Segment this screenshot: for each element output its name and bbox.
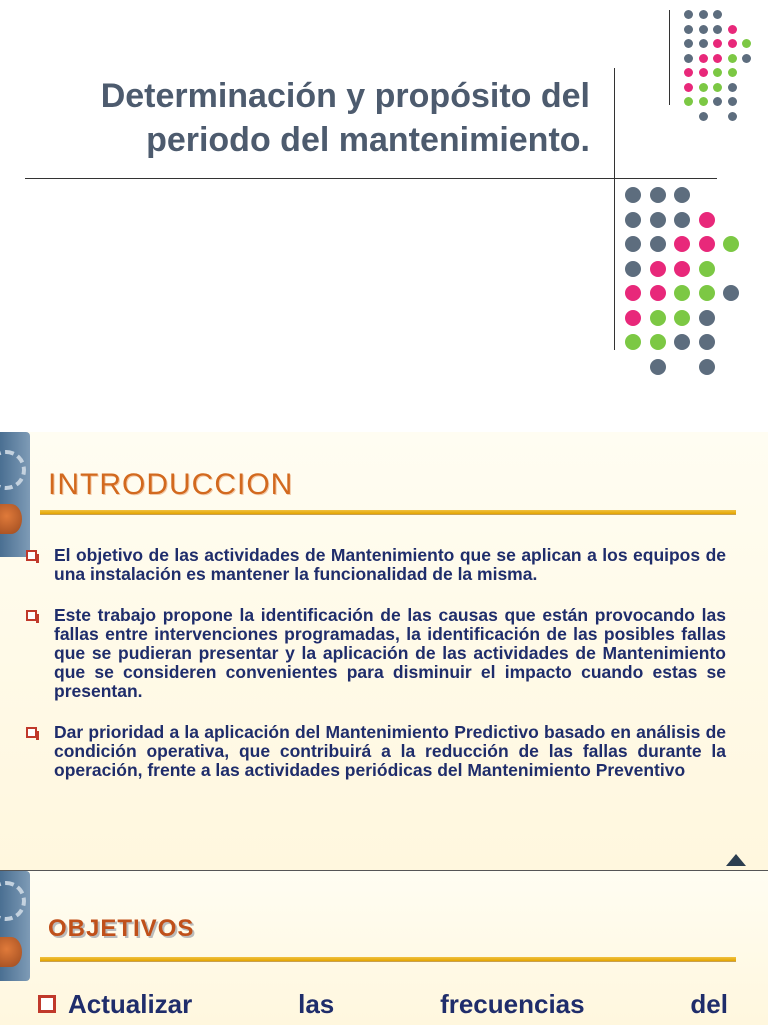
decorative-dot [625, 212, 641, 228]
list-item [38, 989, 728, 1019]
decorative-dot [699, 212, 715, 228]
logo-accent-icon [0, 937, 22, 967]
list-item [26, 723, 726, 780]
decorative-dot [699, 83, 708, 92]
gear-icon [0, 881, 26, 921]
decorative-dot [684, 97, 693, 106]
sidebar-logo [0, 432, 30, 557]
decorative-dot [625, 187, 641, 203]
bullet-text: El objetivo de las actividades de Mantenimiento que se aplican a los equipos de una instalación es mantener la funcionalidad de la misma. [54, 545, 726, 584]
decorative-dot [650, 187, 666, 203]
next-slide-arrow-icon[interactable] [726, 854, 746, 866]
decorative-dot [699, 10, 708, 19]
decorative-dot [728, 54, 737, 63]
decorative-dot [699, 236, 715, 252]
decorative-dot [650, 334, 666, 350]
decorative-dot [650, 285, 666, 301]
decorative-dot [699, 54, 708, 63]
decorative-dot [674, 212, 690, 228]
checkbox-bullet-icon [38, 995, 56, 1013]
title-slide [0, 0, 768, 360]
decorative-dot [713, 54, 722, 63]
decorative-dot [699, 261, 715, 277]
decorative-dot [742, 39, 751, 48]
vertical-divider-main [614, 68, 615, 350]
decorative-dot [728, 83, 737, 92]
decorative-dot [699, 39, 708, 48]
decorative-dot [713, 83, 722, 92]
objectives-slide [0, 870, 768, 1025]
decorative-dot [699, 112, 708, 121]
decorative-dot [684, 10, 693, 19]
checkbox-bullet-icon [26, 550, 37, 561]
list-item [26, 546, 726, 584]
decorative-dot [625, 261, 641, 277]
decorative-dot [728, 112, 737, 121]
decorative-dot [699, 97, 708, 106]
decorative-dot [713, 25, 722, 34]
slide-title-line-2: periodo del mantenimiento. [146, 121, 590, 159]
section-title: OBJETIVOS [48, 915, 195, 942]
decorative-dot [684, 68, 693, 77]
slide-title-line-1: Determinación y propósito del [100, 77, 590, 115]
decorative-dot [650, 310, 666, 326]
bullet-list [26, 546, 726, 802]
decorative-dot [674, 261, 690, 277]
decorative-dot [723, 285, 739, 301]
checkbox-bullet-icon [26, 610, 37, 621]
decorative-dot [713, 39, 722, 48]
decorative-dot [728, 68, 737, 77]
decorative-dot [723, 236, 739, 252]
bullet-text: Este trabajo propone la identificación de las causas que están provocando las fallas entre intervenciones programadas, la identificación de las posibles fallas que se pudieran presentar y la aplicación de las actividades de Mantenimiento que se consideren convenientes para disminuir el impacto cuando estas se presentan. [54, 605, 726, 701]
vertical-divider-top [669, 10, 670, 105]
decorative-dot [684, 39, 693, 48]
decorative-dot [625, 285, 641, 301]
decorative-dot [713, 10, 722, 19]
list-item [26, 606, 726, 701]
introduction-slide [0, 432, 768, 870]
section-title: INTRODUCCION [48, 468, 294, 501]
decorative-dot [650, 212, 666, 228]
decorative-dot [674, 187, 690, 203]
decorative-dot [684, 25, 693, 34]
decorative-dot [713, 97, 722, 106]
decorative-dot [728, 97, 737, 106]
decorative-dot [742, 54, 751, 63]
bullet-text: Actualizar las frecuencias del [68, 989, 728, 1019]
title-underline [40, 957, 736, 962]
decorative-dot [684, 54, 693, 63]
decorative-dot [699, 359, 715, 375]
decorative-dot [625, 310, 641, 326]
decorative-dot [674, 285, 690, 301]
decorative-dot [699, 68, 708, 77]
decorative-dot [625, 334, 641, 350]
decorative-dot [674, 310, 690, 326]
decorative-dot [650, 261, 666, 277]
bullet-text: Dar prioridad a la aplicación del Mantenimiento Predictivo basado en análisis de condición operativa, que contribuirá a la reducción de las fallas durante la operación, frente a las actividades periódicas del Mantenimiento Preventivo [54, 722, 726, 780]
sidebar-logo [0, 871, 30, 981]
title-underline [40, 510, 736, 515]
decorative-dot [699, 334, 715, 350]
decorative-dot [699, 285, 715, 301]
decorative-dot [713, 68, 722, 77]
decorative-dot [674, 236, 690, 252]
decorative-dot [650, 236, 666, 252]
gear-icon [0, 450, 26, 490]
decorative-dot [728, 25, 737, 34]
decorative-dot [684, 83, 693, 92]
decorative-dot [699, 310, 715, 326]
slide-title [20, 74, 590, 162]
decorative-dot [674, 334, 690, 350]
decorative-dot [650, 359, 666, 375]
decorative-dot [728, 39, 737, 48]
logo-accent-icon [0, 504, 22, 534]
decorative-dot [625, 236, 641, 252]
decorative-dot [699, 25, 708, 34]
checkbox-bullet-icon [26, 727, 37, 738]
